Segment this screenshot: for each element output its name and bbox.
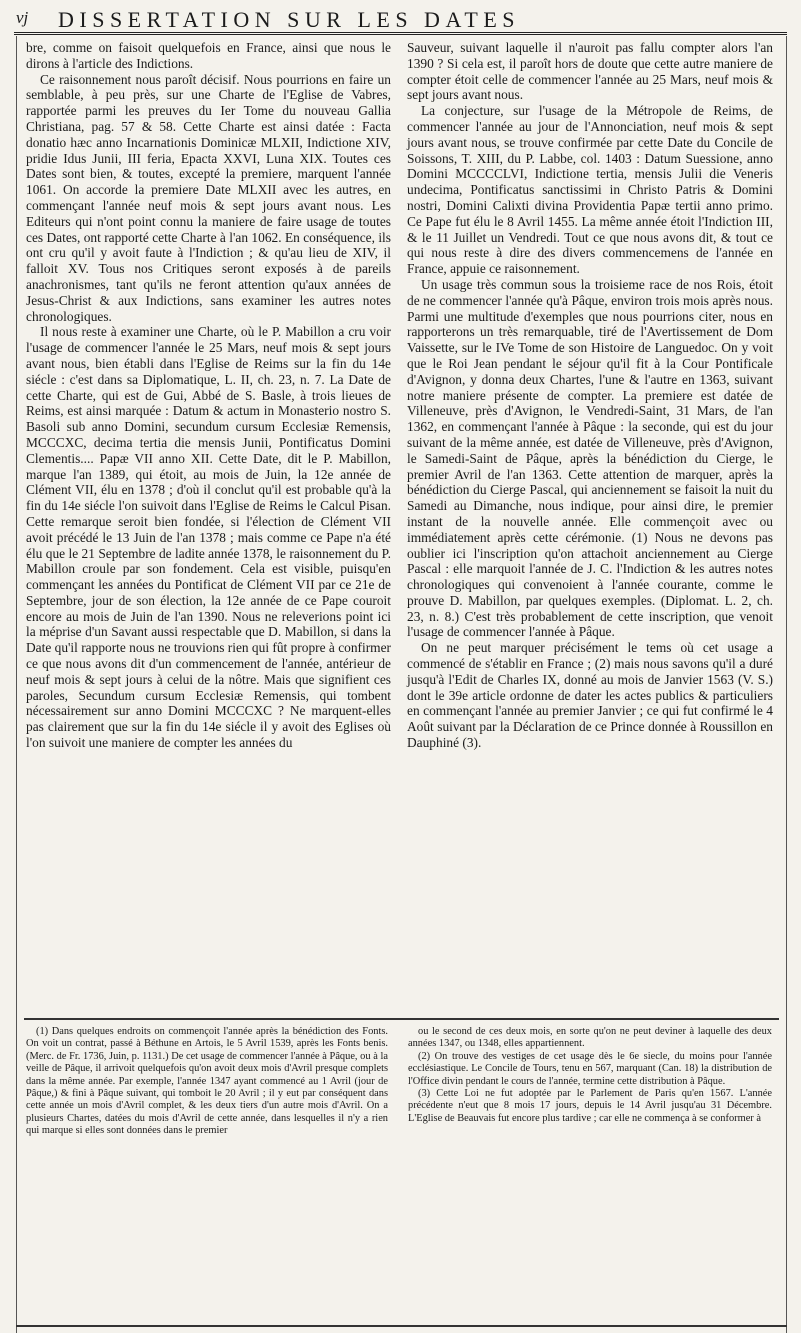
footnote: (3) Cette Loi ne fut adoptée par le Parlement de Paris qu'en 1567. L'année précédente n'eut que 8 mois 17 jours, depuis le 14 Avril jusqu'au 31 Décembre. L'Eglise de Beauvais fut encore plus tardive ; car elle ne commença à se conformer à (408, 1088, 772, 1124)
footnote: (1) Dans quelques endroits on commençoit l'année après la bénédiction des Fonts. On voit un contrat, passé à Béthune en Artois, le 5 Avril 1539, après les Fonts benis. (Merc. de Fr. 1736, Juin, p. 1131.) De cet usage de commencer l'année à Pâque, ou à la veille de Pâque, il arrivoit quelquefois qu'on avoit deux mois d'Avril presque complets dans la même année. Par exemple, l'année 1347 ayant commencé au 1 Avril (jour de Pâque,) & fini à Pâque suivant, qui tomboit le 20 Avril ; il y eut par conséquent dans cette année un mois d'Avril complet, & les deux tiers d'un autre mois d'Avril. On a plusieurs Chartes, datées du mois d'Avril de cette année, dans lesquelles il n'y a rien qui marque si elles sont données dans le premier (26, 1026, 388, 1137)
running-title: DISSERTATION SUR LES DATES (58, 7, 520, 32)
page-frame-right (786, 36, 787, 1333)
page-number: vj (16, 8, 29, 27)
paragraph: On ne peut marquer précisément le tems où cet usage a commencé de s'établir en France ; (2) mais nous savons qu'il a duré jusqu'à l'Edit de Charles IX, donné au mois de Janvier 1563 (V. S.) dont le 39e article ordonne de dater les actes publics & particuliers en commençant l'année au premier Janvier ; ce qui fut confirmé le 4 Août suivant par la Déclaration de ce Prince donnée à Roussillon en Dauphiné (3). (407, 640, 773, 751)
page-bottom-rule (16, 1325, 787, 1327)
main-text-left-column (26, 40, 391, 751)
footnote: ou le second de ces deux mois, en sorte qu'on ne peut deviner à laquelle des deux années 1347, ou 1348, elles appartiennent. (408, 1026, 772, 1050)
paragraph: Il nous reste à examiner une Charte, où le P. Mabillon a cru voir l'usage de commencer l'année le 25 Mars, neuf mois & sept jours avant nous, bien établi dans l'Eglise de Reims sur la fin du 14e siécle : c'est dans sa Diplomatique, L. II, ch. 23, n. 7. La Date de cette Charte, qui est de Gui, Abbé de S. Basle, à trois lieues de Reims, est ainsi marquée : Datum & actum in Monasterio nostro S. Basoli sub anno Domini, secundum cursum Ecclesiæ Remensis, MCCCXC, decima tertia die mensis Junii, Pontificatus Domini Clementis.... Papæ VII anno XII. Cette Date, dit le P. Mabillon, marque l'an 1389, qui étoit, au mois de Juin, la 12e année de Clément VII, élu en 1378 ; d'où il conclut qu'il est probable qu'à la fin du 14e siécle l'on suivoit dans l'Eglise de Reims le Calcul Pisan. Cette remarque seroit bien fondée, si l'élection de Clément VII avoit précédé le 13 Juin de l'an 1378 ; mais comme ce Pape n'a été élu que le 21 Septembre de ladite année 1378, le raisonnement du P. Mabillon croule par son fondement. Cela est visible, puisqu'en commençant les années du Pontificat de Clément VII par ce 21e de Septembre, jour de son élection, la 12e année de ce Pape couroit encore au mois de Juin de l'an 1390. Nous ne releverions point ici la méprise d'un Savant aussi respectable que D. Mabillon, si dans la Date qu'il rapporte nous ne trouvions rien qui fût propre à confirmer ce que nous avons dit d'un commencement de l'année, antérieur de neuf mois & sept jours à celui de la nôtre. Mais que signifient ces paroles, Secundum cursum Ecclesiæ Remensis, qui tombent nécessairement sur anno Domini MCCCXC ? Ne marquent-elles pas clairement que sur la fin du 14e siécle il y avoit des Eglises où l'on suivoit une maniere de compter les années du (26, 324, 391, 751)
footnotes-right-column (408, 1026, 772, 1125)
paragraph: bre, comme on faisoit quelquefois en France, ainsi que nous le dirons à l'article des Indictions. (26, 40, 391, 71)
paragraph: La conjecture, sur l'usage de la Métropole de Reims, de commencer l'année au jour de l'Annonciation, neuf mois & sept jours avant nous, se trouve confirmée par cette Date du Concile de Soissons, T. XIII, du P. Labbe, col. 1403 : Datum Suessione, anno Domini MCCCCLVI, Indictione tertia, mensis Julii die Veneris undecima, Pontificatus sanctissimi in Christo Patris & Domini nostri, Domini Calixti divina Providentia Papæ tertii anno primo. Ce Pape fut élu le 8 Avril 1455. La même année étoit l'Indiction III, & le 11 Juillet un Vendredi. Tout ce que nous avons dit, & tout ce qui nous reste à dire des divers commencemens de l'année en France, appuie ce raisonnement. (407, 103, 773, 277)
footnote: (2) On trouve des vestiges de cet usage dès le 6e siecle, du moins pour l'année ecclésiastique. Le Concile de Tours, tenu en 567, marquant (Can. 18) la distribution de l'Office divin pendant le cours de l'année, termine cette distribution à Pâque. (408, 1050, 772, 1087)
footnotes-left-column (26, 1026, 388, 1138)
page-header (14, 4, 787, 35)
paragraph: Ce raisonnement nous paroît décisif. Nous pourrions en faire un semblable, à peu près, sur une Charte de l'Eglise de Vabres, rapportée parmi les preuves du Ier Tome du nouveau Gallia Christiana, pag. 57 & 58. Cette Charte est ainsi datée : Facta donatio hæc anno Incarnationis Dominicæ MLXII, Indictione XIV, pridie Idus Junii, III feria, Epacta XXVI, Luna XIX. Toutes ces Dates sont bien, & toutes, excepté la premiere, marquent l'année 1061. On accorde la premiere Date MLXII avec les autres, en commençant l'année neuf mois & sept jours avant nous. Les Editeurs qui n'ont point connu la maniere de faire usage de toutes ces Dates, ont rapporté cette Charte à l'an 1062. En conséquence, ils ont cru qu'il y avoit faute à l'Indiction ; & qu'au lieu de XIV, il falloit XV. Tous nos Critiques seront exposés à de pareils anachronismes, tant qu'ils ne feront attention qu'aux années de Jesus-Christ & aux Indictions, sans examiner les autres notes chronologiques. (26, 71, 391, 324)
paragraph: Un usage très commun sous la troisieme race de nos Rois, étoit de ne commencer l'année qu'à Pâque, environ trois mois après nous. Parmi une multitude d'exemples que nous pourrions citer, nous en rapporterons un très remarquable, tiré de l'Avertissement de Dom Vaissette, sur le IVe Tome de son Histoire de Languedoc. On y voit que le Roi Jean pendant le séjour qu'il fit à la Cour Pontificale d'Avignon, y donna deux Chartes, l'une & l'autre en 1363, suivant notre maniere présente de compter. La premiere est datée de Villeneuve, près d'Avignon, le Vendredi-Saint, 31 Mars, de l'an 1362, en commençant l'année à Pâque : la seconde, qui est du jour suivant de la même année, est datée de Villeneuve, près d'Avignon, le Samedi-Saint de Pâque, après la bénédiction du Cierge, le premier Avril de l'an 1363. Cette attention de marquer, après la bénédiction du Cierge Pascal, qui anciennement se faisoit la nuit du Samedi au Dimanche, nous indique, pour ainsi dire, le premier instant de la nouvelle année. Elle commençoit avec ou immédiatement après cette cérémonie. (1) Nous ne devons pas oublier ici l'inscription qu'on attachoit anciennement au Cierge Pascal : elle marquoit l'année de J. C. l'Indiction & les autres notes chronologiques qui convenoient à l'année courante, comme le prouve D. Mabillon, par quelques exemples. (Diplomat. L. 2, ch. 23, n. 8.) C'est très probablement de cette inscription, que venoit l'usage de commencer l'année à Pâque. (407, 276, 773, 640)
main-text-right-column (407, 40, 773, 751)
footnote-divider (24, 1018, 779, 1020)
page-frame-left (16, 36, 17, 1333)
paragraph: Sauveur, suivant laquelle il n'auroit pas fallu compter alors l'an 1390 ? Si cela est, il paroît hors de doute que cette autre maniere de compter étoit celle de commencer l'année au 25 Mars, neuf mois & sept jours avant nous. (407, 40, 773, 103)
